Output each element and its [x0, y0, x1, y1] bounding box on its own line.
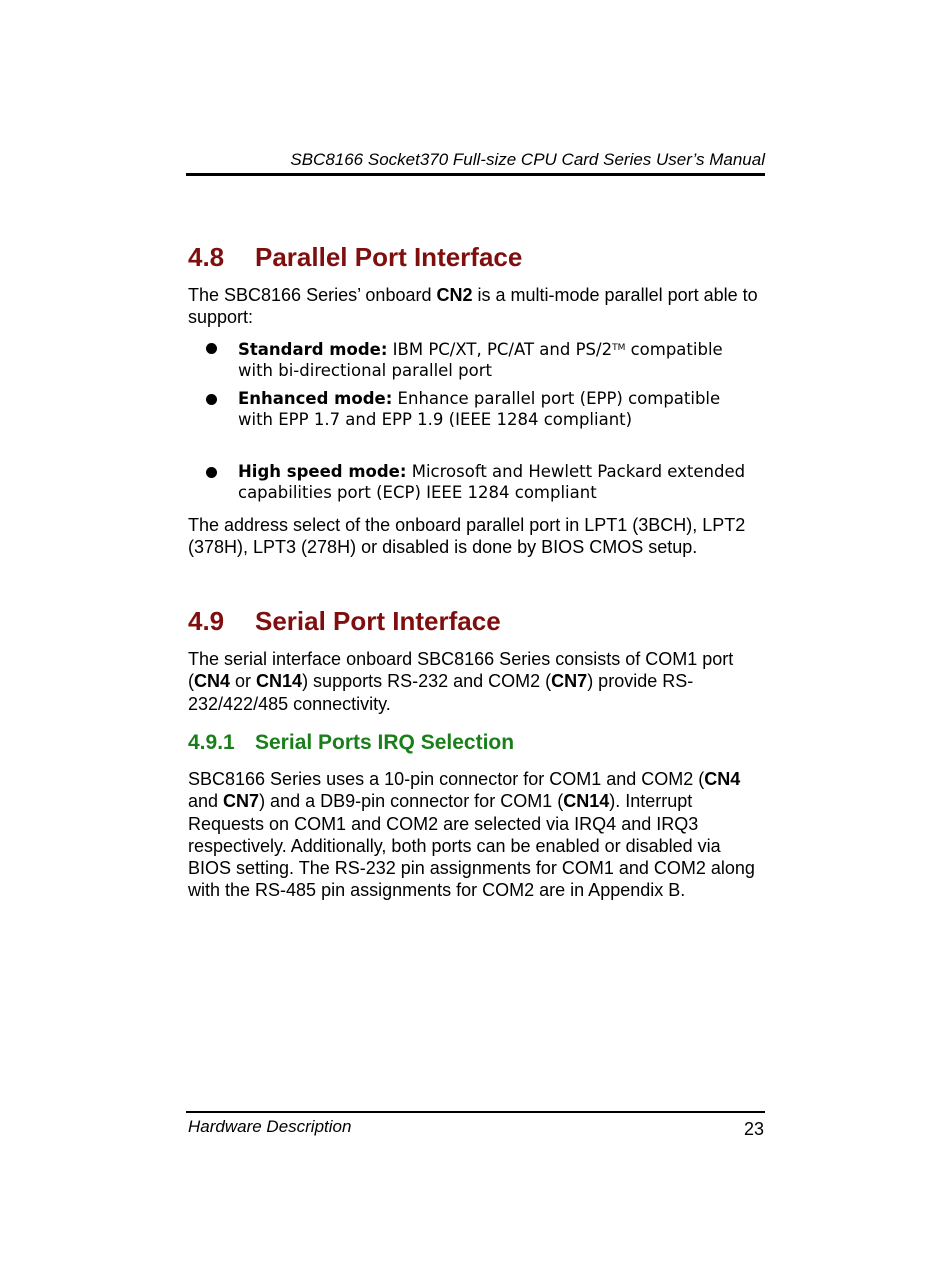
connector-label: CN14 [563, 791, 610, 812]
page-number: 23 [743, 1119, 764, 1139]
connector-label: CN2 [436, 285, 473, 305]
section-title: Parallel Port Interface [255, 242, 523, 272]
section-heading-4-8 [188, 242, 522, 273]
bullet-dot-icon [206, 394, 217, 405]
bullet-text [238, 338, 758, 381]
connector-label: CN7 [223, 791, 260, 812]
parallel-address-paragraph: The address select of the onboard parallel port in LPT1 (3BCH), LPT2 (378H), LPT3 (278H) or disabled is done by BIOS CMOS setup. [188, 515, 746, 558]
footer-rule [186, 1111, 765, 1113]
text-run: ) and a DB9-pin connector for COM1 ( [259, 791, 564, 812]
serial-intro-paragraph [188, 648, 768, 715]
bullet-dot-icon [206, 343, 217, 354]
connector-label: CN14 [256, 671, 303, 692]
mode-text: Enhance parallel port (EPP) compatible with EPP 1.7 and EPP 1.9 (IEEE 1284 compliant) [238, 389, 721, 429]
mode-label: Standard mode: [238, 340, 388, 359]
bullet-text [238, 389, 758, 430]
mode-text: IBM PC/XT, PC/AT and PS/2 [387, 340, 613, 359]
mode-label: High speed mode: [238, 462, 407, 481]
section-heading-4-9 [188, 606, 501, 637]
text-run: The serial interface onboard SBC8166 Series consists of COM1 port ( [188, 649, 734, 692]
connector-label: CN7 [551, 671, 588, 692]
parallel-intro-paragraph [188, 284, 768, 329]
connector-label: CN4 [194, 671, 231, 692]
bullet-dot-icon [206, 467, 217, 478]
section-title: Serial Port Interface [255, 606, 501, 636]
text-run: ) provide RS-232/422/485 connectivity. [188, 671, 694, 714]
mode-text: compatible with bi-directional parallel port [238, 340, 723, 380]
section-number: 4.8 [188, 242, 225, 272]
trademark-mark: TM [612, 343, 626, 353]
text-run: and [188, 791, 224, 812]
text-run: is a multi-mode parallel port able to support: [188, 285, 758, 328]
footer-section-name: Hardware Description [188, 1117, 352, 1136]
subsection-title: Serial Ports IRQ Selection [255, 731, 515, 754]
text-run: or [230, 671, 257, 692]
text-run: ). Interrupt Requests on COM1 and COM2 are selected via IRQ4 and IRQ3 respectively. Additionally, both ports can be enabled or disabled via BIOS setting. The RS-232 pin assignments for COM1 and COM2 along with the RS-485 pin assignments for COM2 are in Appendix B. [188, 791, 755, 901]
mode-label: Enhanced mode: [238, 389, 393, 408]
text-run: ) supports RS-232 and COM2 ( [302, 671, 552, 692]
header-rule [186, 173, 765, 176]
irq-selection-paragraph [188, 768, 768, 902]
connector-label: CN4 [704, 769, 741, 789]
section-number: 4.9 [188, 606, 225, 636]
running-header: SBC8166 Socket370 Full-size CPU Card Series User’s Manual [290, 150, 765, 169]
bullet-text [238, 462, 758, 503]
text-run: SBC8166 Series uses a 10-pin connector for COM1 and COM2 ( [188, 769, 705, 789]
subsection-heading-4-9-1 [188, 731, 514, 755]
mode-text: Microsoft and Hewlett Packard extended capabilities port (ECP) IEEE 1284 compliant [238, 462, 746, 502]
text-run: The SBC8166 Series’ onboard [188, 285, 437, 305]
subsection-number: 4.9.1 [188, 731, 235, 754]
